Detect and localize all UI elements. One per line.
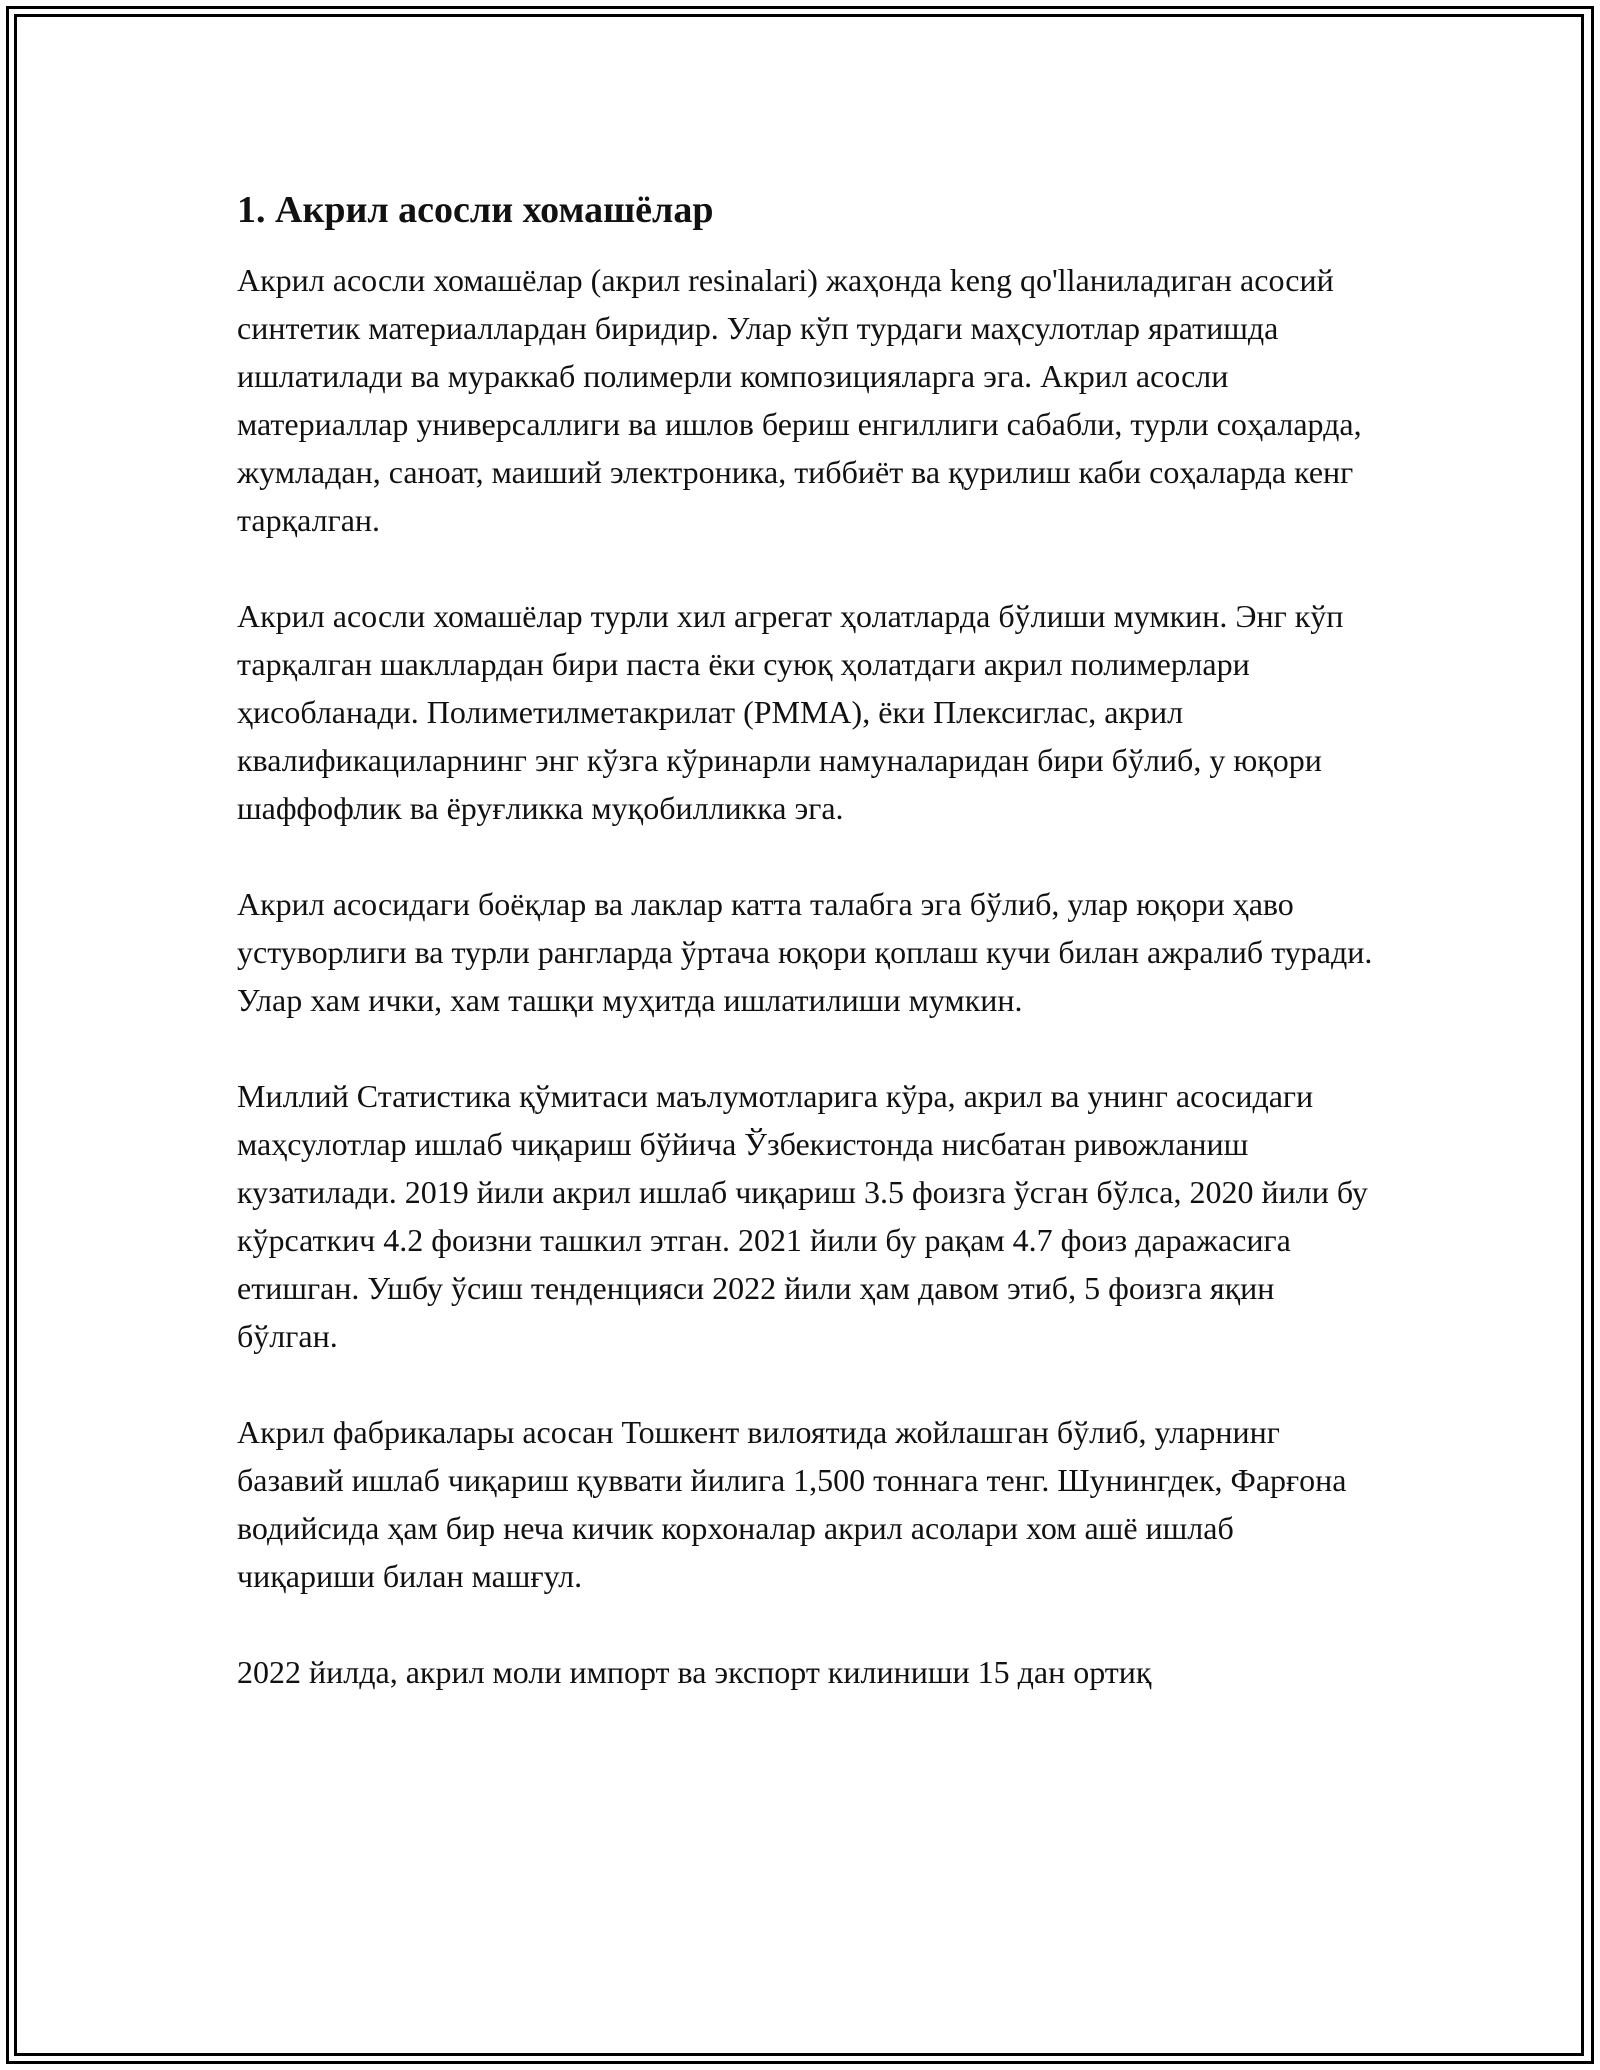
paragraph-4: Миллий Статистика қўмитаси маълумотларига кўра, акрил ва унинг асосидаги маҳсулотлар ишлаб чиқариш бўйича Ўзбекистонда нисбатан ривожланиш кузатилади. 2019 йили акрил ишлаб чиқариш 3.5 фоизга ўсган бўлса, 2020 йили бу кўрсаткич 4.2 фоизни ташкил этган. 2021 йили бу рақам 4.7 фоиз даражасига етишган. Ушбу ўсиш тенденцияси 2022 йили ҳам давом этиб, 5 фоизга яқин бўлган.	[237, 1078, 1368, 1354]
paragraph-1: Акрил асосли хомашёлар (акрил resinalari) жаҳонда keng qo'llаниладиган асосий синтетик материаллардан биридир. Улар кўп турдаги маҳсулотлар яратишда ишлатилади ва мураккаб полимерли композицияларга эга. Акрил асосли материаллар универсаллиги ва ишлов бериш енгиллиги сабабли, турли соҳаларда, жумладан, саноат, маиший электроника, тиббиёт ва қурилиш каби соҳаларда кенг тарқалган.	[237, 262, 1362, 538]
paragraph-3: Акрил асосидаги боёқлар ва лаклар катта талабга эга бўлиб, улар юқори ҳаво устуворлиги ва турли рангларда ўртача юқори қоплаш кучи билан ажралиб туради. Улар хам ички, хам ташқи муҳитда ишлатилиши мумкин.	[237, 886, 1373, 1018]
paragraph-2: Акрил асосли хомашёлар турли хил агрегат ҳолатларда бўлиши мумкин. Энг кўп тарқалган шакллардан бири паста ёки суюқ ҳолатдаги акрил полимерлари ҳисобланади. Полиметилметакрилат (PMMA), ёки Плексиглас, акрил квалификациларнинг энг кўзга кўринарли намуналаридан бири бўлиб, у юқори шаффофлик ва ёруғликка муқобилликка эга.	[237, 598, 1344, 826]
paragraph-6: 2022 йилда, акрил моли импорт ва экспорт килиниши 15 дан ортиқ	[237, 1654, 1152, 1690]
paragraph-5: Акрил фабрикалары асосан Тошкент вилоятида жойлашган бўлиб, уларнинг базавий ишлаб чиқариш қуввати йилига 1,500 тоннага тенг. Шунингдек, Фарғона водийсида ҳам бир неча кичик корхоналар акрил асолари хом ашё ишлаб чиқариши билан машғул.	[237, 1414, 1347, 1594]
section-heading: 1. Акрил асосли хомашёлар	[237, 189, 714, 231]
document-body	[237, 186, 1377, 1744]
